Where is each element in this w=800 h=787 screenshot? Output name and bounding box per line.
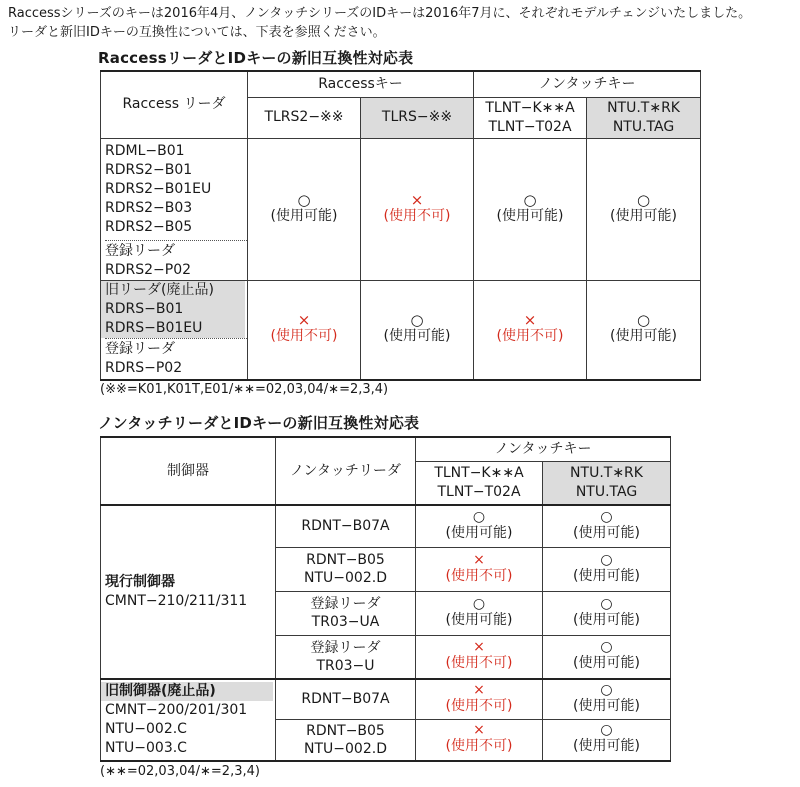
ok-text: (使用可能)	[610, 207, 677, 224]
ng-text: (使用不可)	[445, 655, 513, 672]
key-ntu-line1: NTU.T∗RK	[570, 464, 643, 481]
ok-mark: ○	[600, 595, 613, 612]
compat-cell-ok	[543, 635, 671, 679]
old-controller-label: 旧制御器(廃止品)	[101, 682, 273, 701]
header-nontouch-reader: ノンタッチリーダ	[276, 437, 416, 505]
table1-title: RaccessリーダとIDキーの新旧互換性対応表	[98, 49, 414, 67]
header-key-tlrs2: TLRS2−※※	[248, 97, 361, 138]
table2-footnote: (∗∗=02,03,04/∗=2,3,4)	[100, 764, 260, 779]
key-tlnt-line2: TLNT−T02A	[437, 483, 521, 500]
compat-cell-ng	[416, 635, 543, 679]
old-reader-label: 旧リーダ(廃止品)	[101, 281, 245, 300]
reader-model: RDRS2−B01EU	[105, 180, 212, 197]
old-readers-cell	[101, 280, 248, 380]
ok-mark: ○	[600, 551, 613, 568]
reader-model-line2: NTU−002.D	[304, 570, 387, 586]
ng-text: (使用不可)	[445, 567, 513, 584]
compat-cell-ng	[248, 280, 361, 380]
ok-mark: ○	[472, 508, 486, 525]
ok-text: (使用可能)	[445, 524, 513, 541]
current-controller-models: CMNT−210/211/311	[105, 593, 248, 609]
ok-mark: ○	[600, 681, 613, 698]
compat-cell-ok	[416, 591, 543, 635]
ng-mark: ×	[473, 681, 485, 698]
ok-text: (使用可能)	[445, 611, 513, 628]
ng-mark: ×	[473, 639, 485, 656]
reader-model-cell: RDNT−B07A	[276, 505, 416, 547]
old-controller-models: NTU−002.C	[105, 721, 187, 737]
ok-mark: ○	[297, 190, 311, 209]
ok-mark: ○	[523, 190, 537, 209]
reader-model-line2: NTU−002.D	[304, 740, 387, 757]
key-ntu-line2: NTU.TAG	[575, 483, 638, 500]
current-readers-cell	[101, 138, 248, 280]
reader-model-line1: RDNT−B05	[306, 552, 385, 568]
intro-text	[8, 4, 792, 42]
reader-model: RDRS2−B01	[105, 161, 193, 178]
header-key-tlnt	[474, 97, 587, 138]
compat-cell-ok	[587, 138, 701, 280]
reader-model-line2: TR03−U	[316, 657, 375, 674]
ng-text: (使用不可)	[445, 738, 513, 755]
reader-model-cell	[276, 591, 416, 635]
ok-mark: ○	[636, 190, 651, 209]
compat-cell-ng	[416, 547, 543, 591]
compat-cell-ok	[587, 280, 701, 380]
ok-text: (使用可能)	[383, 328, 451, 345]
ok-mark: ○	[600, 639, 613, 656]
reader-model: RDRS−B01	[101, 300, 245, 319]
ng-text: (使用不可)	[270, 328, 338, 345]
header-key-tlrs: TLRS−※※	[361, 97, 474, 138]
ng-mark: ×	[473, 551, 485, 568]
compat-cell-ok	[248, 138, 361, 280]
ok-mark: ○	[472, 595, 486, 612]
header-key-tlnt	[416, 461, 543, 505]
ng-mark: ×	[410, 190, 424, 209]
old-controller-models: CMNT−200/201/301	[105, 702, 248, 718]
reader-model-cell: RDNT−B07A	[276, 679, 416, 719]
reader-model-line2: TR03−UA	[311, 614, 380, 630]
reader-model: RDML−B01	[105, 142, 185, 159]
header-key-ntu	[543, 461, 671, 505]
reader-model-cell	[276, 719, 416, 761]
current-controller-label: 現行制御器	[105, 574, 175, 590]
ok-mark: ○	[600, 722, 613, 739]
registration-reader-group	[105, 338, 247, 378]
ok-mark: ○	[636, 311, 651, 330]
ng-mark: ×	[523, 311, 537, 330]
reader-model-line1: RDNT−B05	[306, 722, 385, 739]
compat-cell-ok	[543, 591, 671, 635]
compat-cell-ok	[543, 719, 671, 761]
registration-reader-label: 登録リーダ	[105, 242, 175, 259]
nontouch-compat-table	[100, 436, 671, 762]
ok-text: (使用可能)	[270, 207, 338, 224]
compat-cell-ok	[361, 280, 474, 380]
key-tlnt-line2: TLNT−T02A	[488, 118, 572, 135]
key-tlnt-line1: TLNT−K∗∗A	[434, 464, 524, 481]
registration-reader-group	[105, 240, 247, 280]
ng-text: (使用不可)	[383, 207, 451, 224]
compat-cell-ok	[543, 679, 671, 719]
key-ntu-line1: NTU.T∗RK	[607, 99, 680, 116]
compat-cell-ok	[543, 547, 671, 591]
old-controller-models: NTU−003.C	[105, 740, 187, 756]
ok-mark: ○	[410, 311, 424, 330]
raccess-compat-table	[100, 70, 701, 381]
compat-cell-ok	[474, 138, 587, 280]
old-controller-cell	[101, 679, 276, 761]
reader-model-line1: 登録リーダ	[310, 639, 381, 656]
compat-cell-ng	[474, 280, 587, 380]
ok-text: (使用可能)	[573, 524, 640, 541]
ng-mark: ×	[473, 722, 485, 739]
reader-model-cell	[276, 635, 416, 679]
compat-cell-ok	[543, 505, 671, 547]
key-ntu-line2: NTU.TAG	[612, 118, 675, 135]
ng-text: (使用不可)	[445, 697, 513, 714]
header-raccess-key: Raccessキー	[248, 71, 474, 97]
ok-text: (使用可能)	[496, 207, 564, 224]
key-tlnt-line1: TLNT−K∗∗A	[485, 99, 575, 116]
header-controller: 制御器	[101, 437, 276, 505]
registration-reader-label: 登録リーダ	[105, 340, 175, 357]
reader-model: RDRS−B01EU	[101, 319, 245, 338]
registration-reader-model: RDRS−P02	[105, 359, 183, 376]
registration-reader-model: RDRS2−P02	[105, 261, 192, 278]
compat-cell-ng	[361, 138, 474, 280]
ok-text: (使用可能)	[573, 655, 640, 672]
intro-line-1: Raccessシリーズのキーは2016年4月、ノンタッチシリーズのIDキーは2016年7月に、それぞれモデルチェンジいたしました。	[8, 6, 752, 21]
ok-text: (使用可能)	[610, 328, 677, 345]
ok-text: (使用可能)	[573, 697, 640, 714]
ng-mark: ×	[297, 311, 311, 330]
header-raccess-reader: Raccess リーダ	[101, 71, 248, 138]
ok-text: (使用可能)	[573, 567, 640, 584]
reader-model-line1: 登録リーダ	[310, 596, 381, 612]
reader-model-cell	[276, 547, 416, 591]
compat-cell-ng	[416, 719, 543, 761]
current-controller-cell	[101, 505, 276, 679]
reader-model: RDRS2−B03	[105, 199, 193, 216]
ng-text: (使用不可)	[496, 328, 564, 345]
table2-title: ノンタッチリーダとIDキーの新旧互換性対応表	[98, 414, 420, 432]
header-nontouch-key: ノンタッチキー	[416, 437, 671, 461]
intro-line-2: リーダと新旧IDキーの互換性については、下表を参照ください。	[8, 25, 386, 40]
ok-text: (使用可能)	[573, 738, 640, 755]
ok-mark: ○	[600, 508, 613, 525]
header-nontouch-key: ノンタッチキー	[474, 71, 701, 97]
reader-model: RDRS2−B05	[105, 218, 193, 235]
compat-cell-ok	[416, 505, 543, 547]
ok-text: (使用可能)	[573, 611, 640, 628]
header-key-ntu	[587, 97, 701, 138]
compat-cell-ng	[416, 679, 543, 719]
table1-footnote: (※※=K01,K01T,E01/∗∗=02,03,04/∗=2,3,4)	[100, 382, 389, 397]
